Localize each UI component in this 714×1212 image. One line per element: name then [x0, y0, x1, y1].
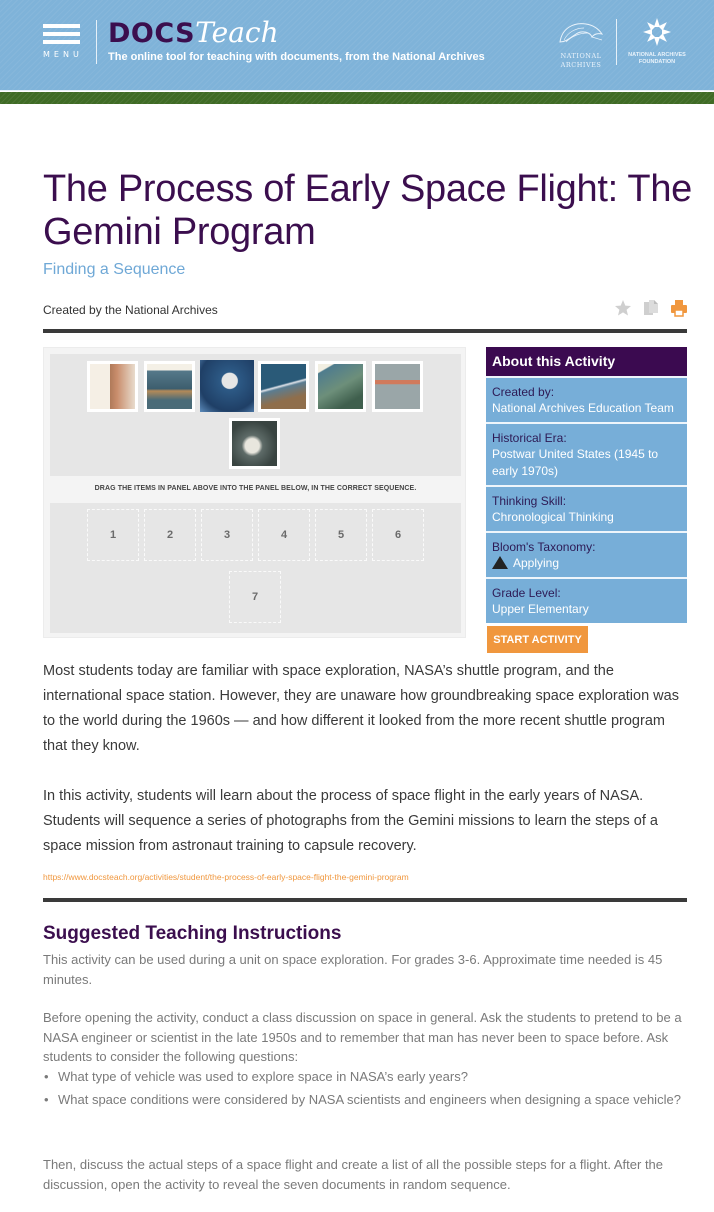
- docsteach-logo[interactable]: [108, 16, 279, 48]
- activity-type: Finding a Sequence: [43, 261, 186, 278]
- hamburger-icon: [43, 40, 80, 44]
- teaching-paragraph: This activity can be used during a unit on space exploration. For grades 3-6. Approximate time needed is 45 minutes.: [43, 952, 663, 987]
- partner-divider: [616, 19, 617, 65]
- teaching-paragraph: Then, discuss the actual steps of a space flight and create a list of all the possible steps for a flight. After the discussion, open the activity to reveal the seven documents in random sequence.: [43, 1157, 664, 1192]
- thumbnail-spacewalk[interactable]: [200, 360, 254, 412]
- copy-icon[interactable]: [642, 299, 660, 317]
- activity-preview[interactable]: [43, 347, 466, 638]
- thumbnail-training[interactable]: [229, 418, 280, 469]
- sequence-slot[interactable]: 1: [87, 509, 139, 561]
- menu-label: MENU: [43, 50, 83, 59]
- description-paragraph: Most students today are familiar with space exploration, NASA’s shuttle program, and the international space station. However, they are unaware how groundbreaking space exploration was to the world during the 1960s — and how different it looked from the more recent shuttle program that they know.: [43, 663, 679, 754]
- page-title: The Process of Early Space Flight: The Gemini Program: [43, 168, 692, 253]
- section-divider: [43, 329, 687, 333]
- description-paragraph: In this activity, students will learn about the process of space flight in the early years of NASA. Students will sequence a series of photographs from the Gemini missions to learn the steps of a space mission from astronaut training to capsule recovery.: [43, 788, 658, 854]
- about-heading: About this Activity: [486, 347, 687, 376]
- logo-docs: DOCS: [108, 18, 196, 49]
- hamburger-icon: [43, 32, 80, 36]
- about-activity-box: [486, 347, 687, 623]
- header-divider: [96, 20, 97, 64]
- thumbnail-parachute[interactable]: [372, 361, 423, 412]
- activity-tools: [614, 298, 688, 318]
- sequence-slot[interactable]: 3: [201, 509, 253, 561]
- star-burst-icon: [641, 17, 673, 47]
- teaching-heading: Suggested Teaching Instructions: [43, 923, 342, 944]
- start-activity-button[interactable]: START ACTIVITY: [487, 626, 588, 653]
- about-historical-era: Historical Era: Postwar United States (1945 to early 1970s): [486, 422, 687, 485]
- sequence-slot[interactable]: 6: [372, 509, 424, 561]
- sequence-slot[interactable]: 2: [144, 509, 196, 561]
- pyramid-icon: [492, 556, 508, 569]
- print-icon[interactable]: [670, 299, 688, 317]
- site-header: [0, 0, 714, 91]
- national-archives-logo[interactable]: NATIONAL ARCHIVES: [555, 20, 607, 66]
- about-blooms-taxonomy: Bloom's Taxonomy: Applying: [486, 531, 687, 577]
- star-icon[interactable]: [614, 299, 632, 317]
- list-item: • What space conditions were considered by NASA scientists and engineers when designing a space vehicle?: [43, 1090, 688, 1110]
- thumbnail-recovery[interactable]: [144, 361, 195, 412]
- thumbnail-earth-view[interactable]: [258, 361, 309, 412]
- eagle-icon: [556, 20, 606, 46]
- sequence-slot[interactable]: 7: [229, 571, 281, 623]
- menu-button[interactable]: [43, 24, 81, 64]
- drag-instruction: DRAG THE ITEMS IN PANEL ABOVE INTO THE PANEL BELOW, IN THE CORRECT SEQUENCE.: [94, 485, 417, 492]
- discussion-questions: [43, 1067, 688, 1112]
- teaching-paragraph: Before opening the activity, conduct a class discussion on space in general. Ask the students to pretend to be a NASA engineer or scientist in the late 1950s and to remember that man has never been to space before. Ask students to consider the following questions:: [43, 1010, 682, 1064]
- site-tagline: The online tool for teaching with documents, from the National Archives: [108, 51, 485, 63]
- sequence-slot[interactable]: 4: [258, 509, 310, 561]
- section-divider: [43, 898, 687, 902]
- about-grade-level: Grade Level: Upper Elementary: [486, 577, 687, 623]
- activity-url-link[interactable]: https://www.docsteach.org/activities/student/the-process-of-early-space-flight-the-gemini-program: [43, 872, 409, 882]
- green-accent-bar: [0, 92, 714, 104]
- logo-teach: Teach: [195, 16, 279, 49]
- list-item: • What type of vehicle was used to explore space in NASA’s early years?: [43, 1067, 688, 1087]
- thumbnail-ship-deck[interactable]: [315, 361, 366, 412]
- created-by: Created by the National Archives: [43, 303, 218, 317]
- national-archives-foundation-logo[interactable]: NATIONAL ARCHIVES FOUNDATION: [622, 17, 692, 67]
- thumbnail-launch[interactable]: [87, 361, 138, 412]
- sequence-panel: [50, 503, 461, 633]
- items-panel: [50, 354, 461, 476]
- sequence-slot[interactable]: 5: [315, 509, 367, 561]
- about-thinking-skill: Thinking Skill: Chronological Thinking: [486, 485, 687, 531]
- about-created-by: Created by: National Archives Education Team: [486, 376, 687, 422]
- hamburger-icon: [43, 24, 80, 28]
